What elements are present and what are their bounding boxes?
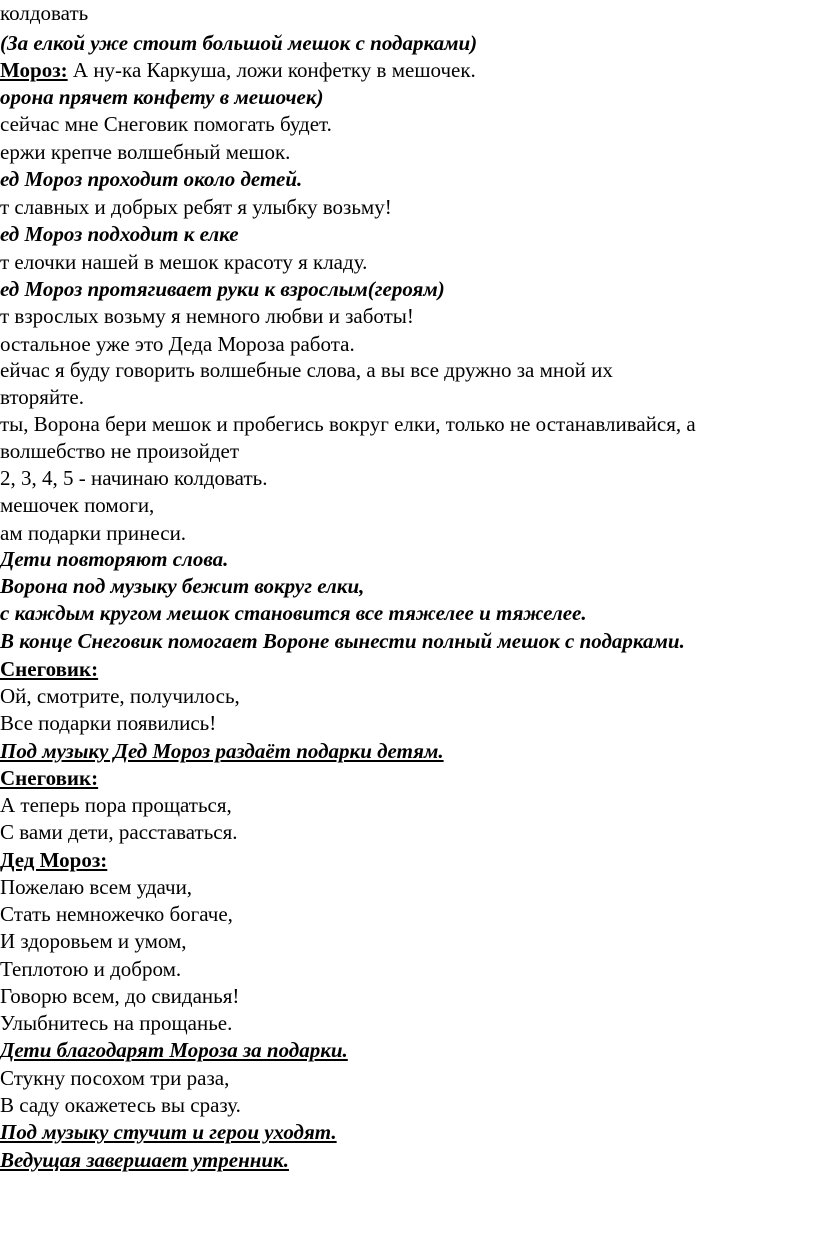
text-line: волшебство не произойдет [0, 439, 240, 463]
stage-direction: ед Мороз подходит к елке [0, 222, 239, 246]
text-line: ержи крепче волшебный мешок. [0, 140, 291, 164]
stage-direction: (За елкой уже стоит большой мешок с подарками) [0, 31, 478, 55]
text-line: вторяйте. [0, 385, 84, 409]
text-line: Все подарки появились! [0, 711, 217, 735]
stage-direction: Под музыку Дед Мороз раздаёт подарки детям. [0, 739, 444, 763]
text-line: сейчас мне Снеговик помогать будет. [0, 112, 332, 136]
text-line: остальное уже это Деда Мороза работа. [0, 332, 355, 356]
text-line: А теперь пора прощаться, [0, 793, 232, 817]
stage-direction: Ведущая завершает утренник. [0, 1148, 289, 1172]
text-line: В саду окажетесь вы сразу. [0, 1093, 241, 1117]
text-line: ты, Ворона бери мешок и пробегись вокруг елки, только не останавливайся, а [0, 412, 696, 436]
text-line: Улыбнитесь на прощанье. [0, 1011, 233, 1035]
text-line: Пожелаю всем удачи, [0, 875, 193, 899]
stage-direction: Ворона под музыку бежит вокруг елки, [0, 574, 365, 598]
text-line: мешочек помоги, [0, 493, 155, 517]
text-line: И здоровьем и умом, [0, 929, 187, 953]
stage-direction: В конце Снеговик помогает Вороне вынести полный мешок с подарками. [0, 629, 685, 653]
text-line: ейчас я буду говорить волшебные слова, а вы все дружно за мной их [0, 358, 613, 382]
speaker-line [0, 57, 476, 84]
text-line: С вами дети, расставаться. [0, 820, 238, 844]
text-line: т взрослых возьму я немного любви и заботы! [0, 304, 414, 328]
text-line: т славных и добрых ребят я улыбку возьму! [0, 195, 392, 219]
text-line: Стать немножечко богаче, [0, 902, 233, 926]
speaker-name: Мороз: [0, 58, 68, 82]
stage-direction: Дети повторяют слова. [0, 547, 229, 571]
stage-direction: Дети благодарят Мороза за подарки. [0, 1038, 348, 1062]
text-line: ам подарки принеси. [0, 521, 187, 545]
speaker-text: А ну-ка Каркуша, ложи конфетку в мешочек. [67, 58, 476, 82]
stage-direction: ед Мороз протягивает руки к взрослым(героям) [0, 277, 445, 301]
speaker-heading: Снеговик: [0, 766, 99, 790]
text-line: т елочки нашей в мешок красоту я кладу. [0, 250, 368, 274]
text-line: Говорю всем, до свиданья! [0, 984, 240, 1008]
text-line: Теплотою и добром. [0, 957, 182, 981]
text-line: Ой, смотрите, получилось, [0, 684, 240, 708]
stage-direction: орона прячет конфету в мешочек) [0, 85, 324, 109]
text-line: 2, 3, 4, 5 - начинаю колдовать. [0, 466, 268, 490]
text-line: колдовать [0, 1, 89, 25]
speaker-heading: Дед Мороз: [0, 848, 108, 872]
text-line: Стукну посохом три раза, [0, 1066, 230, 1090]
stage-direction: Под музыку стучит и герои уходят. [0, 1120, 337, 1144]
speaker-heading: Снеговик: [0, 657, 99, 681]
stage-direction: с каждым кругом мешок становится все тяжелее и тяжелее. [0, 601, 587, 625]
stage-direction: ед Мороз проходит около детей. [0, 167, 303, 191]
